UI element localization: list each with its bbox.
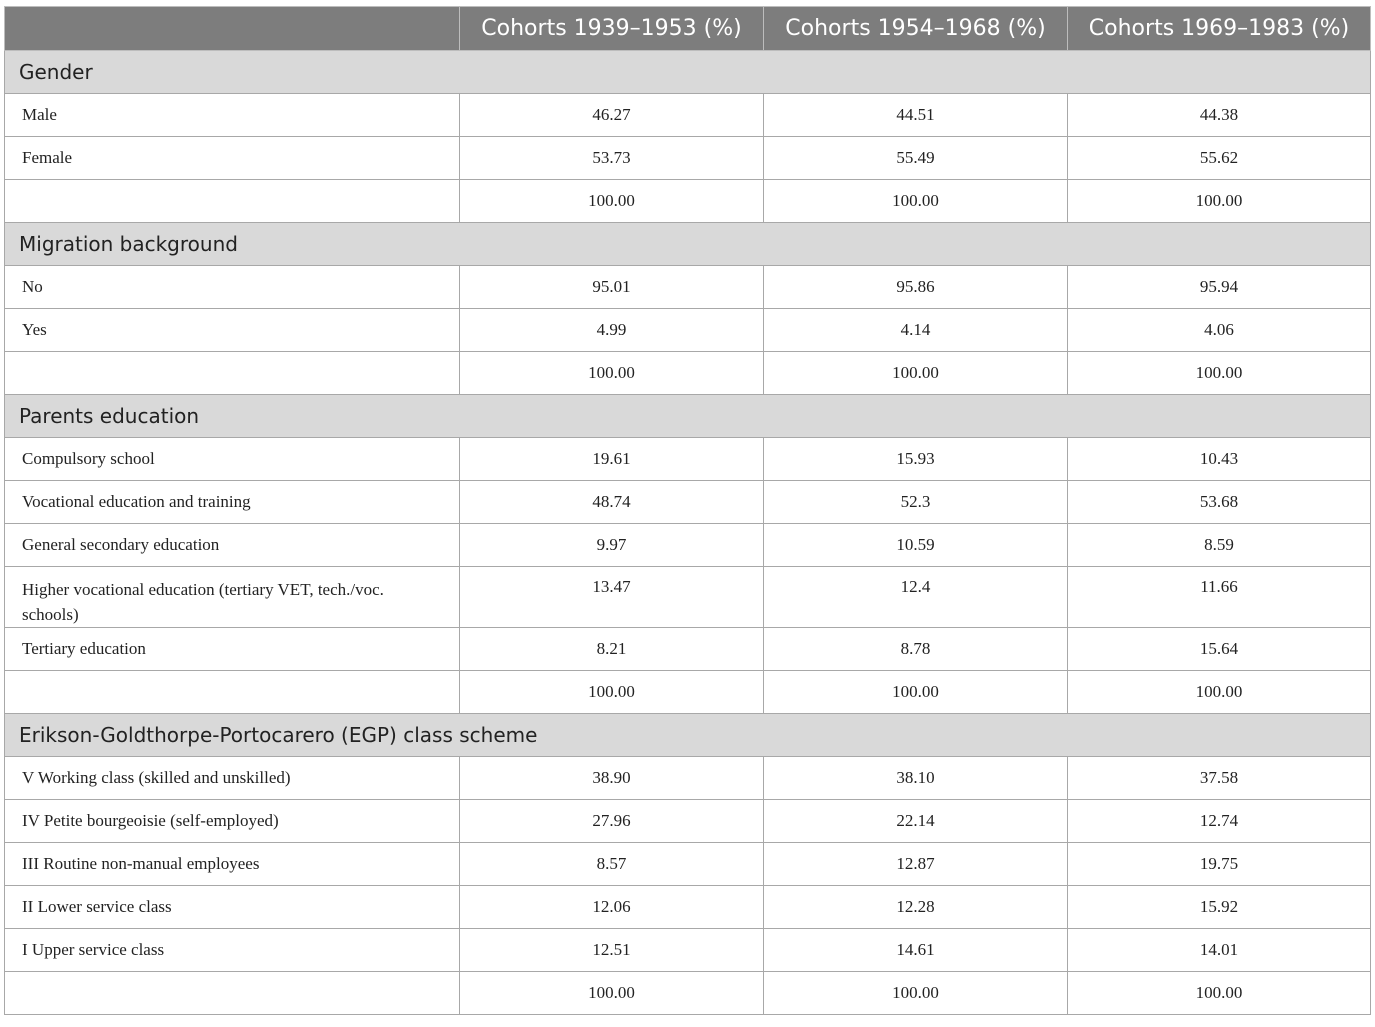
header-cohort-1939-1953: Cohorts 1939–1953 (%) <box>460 7 764 51</box>
value-cell: 9.97 <box>460 524 764 567</box>
value-cell: 100.00 <box>1068 972 1371 1015</box>
value-cell: 19.75 <box>1068 843 1371 886</box>
value-cell: 15.92 <box>1068 886 1371 929</box>
row-label <box>5 972 460 1015</box>
table-row <box>5 929 1371 972</box>
value-cell: 100.00 <box>460 972 764 1015</box>
section-header-row <box>5 223 1371 266</box>
row-label <box>5 180 460 223</box>
cohort-distribution-table <box>4 6 1371 1015</box>
section-header-row <box>5 714 1371 757</box>
table-header <box>5 7 1371 51</box>
value-cell: 11.66 <box>1068 567 1371 628</box>
header-row <box>5 7 1371 51</box>
section-header-row <box>5 395 1371 438</box>
value-cell: 53.73 <box>460 137 764 180</box>
section-title: Parents education <box>5 395 1371 438</box>
header-cohort-1969-1983: Cohorts 1969–1983 (%) <box>1068 7 1371 51</box>
value-cell: 12.06 <box>460 886 764 929</box>
value-cell: 22.14 <box>764 800 1068 843</box>
value-cell: 100.00 <box>1068 180 1371 223</box>
value-cell: 38.90 <box>460 757 764 800</box>
value-cell: 12.74 <box>1068 800 1371 843</box>
value-cell: 100.00 <box>1068 671 1371 714</box>
table-row <box>5 524 1371 567</box>
table-row <box>5 481 1371 524</box>
row-label: Higher vocational education (tertiary VET, tech./voc. schools) <box>5 567 460 628</box>
table-row <box>5 94 1371 137</box>
value-cell: 12.87 <box>764 843 1068 886</box>
row-label: No <box>5 266 460 309</box>
row-label: V Working class (skilled and unskilled) <box>5 757 460 800</box>
table-row <box>5 266 1371 309</box>
value-cell: 100.00 <box>460 180 764 223</box>
table-row <box>5 843 1371 886</box>
value-cell: 15.93 <box>764 438 1068 481</box>
total-row <box>5 352 1371 395</box>
row-label <box>5 352 460 395</box>
value-cell: 14.61 <box>764 929 1068 972</box>
value-cell: 37.58 <box>1068 757 1371 800</box>
row-label: Compulsory school <box>5 438 460 481</box>
value-cell: 53.68 <box>1068 481 1371 524</box>
value-cell: 52.3 <box>764 481 1068 524</box>
value-cell: 44.38 <box>1068 94 1371 137</box>
value-cell: 13.47 <box>460 567 764 628</box>
header-cohort-1954-1968: Cohorts 1954–1968 (%) <box>764 7 1068 51</box>
value-cell: 19.61 <box>460 438 764 481</box>
table-row <box>5 438 1371 481</box>
value-cell: 100.00 <box>764 352 1068 395</box>
value-cell: 4.06 <box>1068 309 1371 352</box>
total-row <box>5 180 1371 223</box>
total-row <box>5 671 1371 714</box>
value-cell: 27.96 <box>460 800 764 843</box>
value-cell: 100.00 <box>764 972 1068 1015</box>
table-body <box>5 51 1371 1015</box>
value-cell: 15.64 <box>1068 628 1371 671</box>
value-cell: 95.94 <box>1068 266 1371 309</box>
value-cell: 100.00 <box>764 180 1068 223</box>
section-title: Erikson-Goldthorpe-Portocarero (EGP) class scheme <box>5 714 1371 757</box>
value-cell: 10.59 <box>764 524 1068 567</box>
value-cell: 46.27 <box>460 94 764 137</box>
total-row <box>5 972 1371 1015</box>
value-cell: 95.01 <box>460 266 764 309</box>
value-cell: 55.49 <box>764 137 1068 180</box>
value-cell: 10.43 <box>1068 438 1371 481</box>
table-row <box>5 628 1371 671</box>
section-title: Migration background <box>5 223 1371 266</box>
row-label: Vocational education and training <box>5 481 460 524</box>
value-cell: 8.59 <box>1068 524 1371 567</box>
section-header-row <box>5 51 1371 94</box>
value-cell: 100.00 <box>460 671 764 714</box>
section-title: Gender <box>5 51 1371 94</box>
row-label: I Upper service class <box>5 929 460 972</box>
value-cell: 4.99 <box>460 309 764 352</box>
row-label: IV Petite bourgeoisie (self-employed) <box>5 800 460 843</box>
table-row <box>5 567 1371 628</box>
row-label <box>5 671 460 714</box>
row-label: Yes <box>5 309 460 352</box>
table-row <box>5 800 1371 843</box>
value-cell: 100.00 <box>460 352 764 395</box>
row-label: Female <box>5 137 460 180</box>
value-cell: 12.4 <box>764 567 1068 628</box>
row-label: Tertiary education <box>5 628 460 671</box>
value-cell: 12.28 <box>764 886 1068 929</box>
table-row <box>5 757 1371 800</box>
value-cell: 4.14 <box>764 309 1068 352</box>
value-cell: 8.21 <box>460 628 764 671</box>
value-cell: 8.57 <box>460 843 764 886</box>
value-cell: 55.62 <box>1068 137 1371 180</box>
row-label: General secondary education <box>5 524 460 567</box>
row-label: II Lower service class <box>5 886 460 929</box>
value-cell: 14.01 <box>1068 929 1371 972</box>
value-cell: 8.78 <box>764 628 1068 671</box>
value-cell: 44.51 <box>764 94 1068 137</box>
row-label: Male <box>5 94 460 137</box>
table-container <box>4 6 1370 1015</box>
value-cell: 12.51 <box>460 929 764 972</box>
table-row <box>5 137 1371 180</box>
row-label: III Routine non-manual employees <box>5 843 460 886</box>
value-cell: 95.86 <box>764 266 1068 309</box>
value-cell: 100.00 <box>764 671 1068 714</box>
table-row <box>5 886 1371 929</box>
value-cell: 48.74 <box>460 481 764 524</box>
value-cell: 100.00 <box>1068 352 1371 395</box>
header-blank-cell <box>5 7 460 51</box>
value-cell: 38.10 <box>764 757 1068 800</box>
table-row <box>5 309 1371 352</box>
